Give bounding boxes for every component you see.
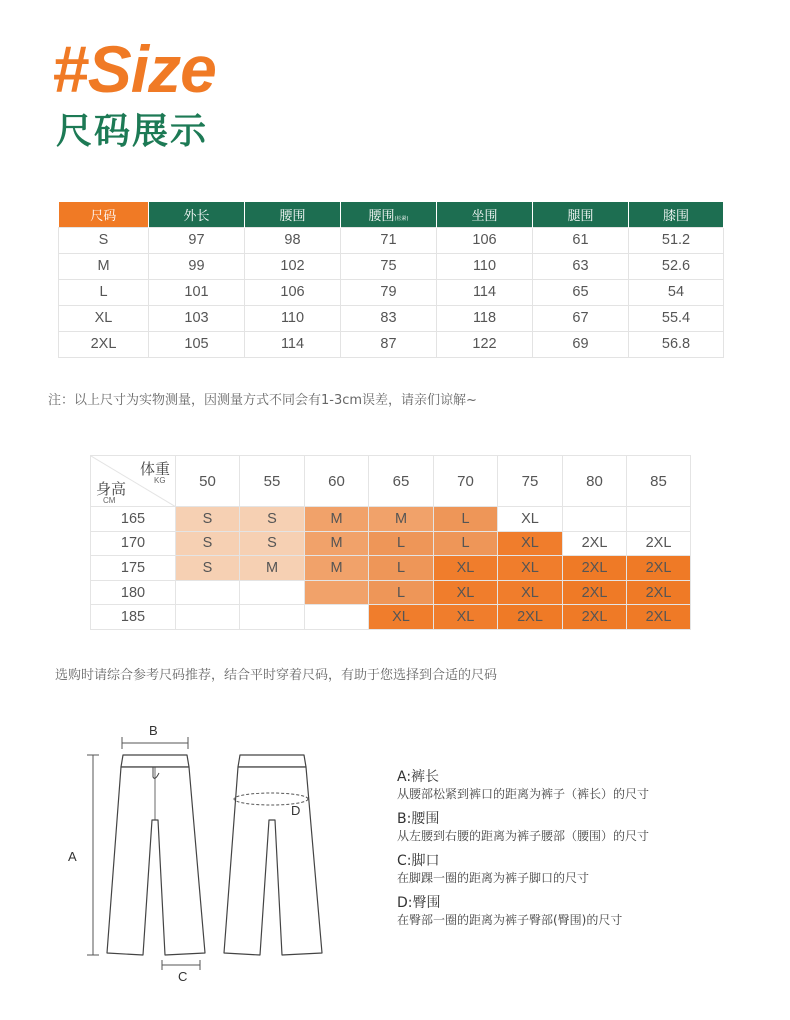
label-d: D — [291, 803, 301, 818]
recommend-cell — [176, 605, 240, 630]
weight-height-table — [90, 455, 691, 630]
hero-subtitle: 尺码展示 — [56, 111, 209, 152]
recommend-cell: L — [434, 531, 498, 556]
size-row — [59, 253, 724, 279]
recommend-cell: L — [369, 531, 434, 556]
size-value-cell: 87 — [341, 331, 437, 357]
label-b: B — [149, 723, 158, 738]
recommend-cell — [305, 605, 369, 630]
length-measure — [87, 755, 99, 955]
recommend-cell: M — [369, 507, 434, 532]
height-label-cell: 180 — [91, 580, 176, 605]
recommend-cell: 2XL — [627, 605, 691, 630]
recommend-cell: 2XL — [563, 556, 627, 581]
size-row — [59, 279, 724, 305]
weight-header-cell: 85 — [627, 456, 691, 507]
size-label-cell: XL — [59, 305, 149, 331]
weight-header-cell: 80 — [563, 456, 627, 507]
height-label-cell: 165 — [91, 507, 176, 532]
size-value-cell: 122 — [437, 331, 533, 357]
header-cell-size: 尺码 — [59, 202, 149, 227]
size-label-cell: 2XL — [59, 331, 149, 357]
recommend-cell: L — [434, 507, 498, 532]
size-value-cell: 54 — [629, 279, 724, 305]
recommend-cell: XL — [434, 580, 498, 605]
header-cell-waist: 腰围 — [245, 202, 341, 227]
weight-header-cell: 50 — [176, 456, 240, 507]
size-value-cell: 83 — [341, 305, 437, 331]
legend-title: C:脚口 — [397, 853, 440, 869]
weight-header-row — [91, 456, 691, 507]
size-value-cell: 110 — [437, 253, 533, 279]
recommend-cell: S — [240, 507, 305, 532]
size-value-cell: 79 — [341, 279, 437, 305]
size-value-cell: 103 — [149, 305, 245, 331]
recommend-cell: M — [305, 531, 369, 556]
height-label-cell: 175 — [91, 556, 176, 581]
measure-legend — [397, 768, 649, 936]
recommend-cell: 2XL — [563, 580, 627, 605]
size-value-cell: 55.4 — [629, 305, 724, 331]
weight-header-cell: 75 — [498, 456, 563, 507]
recommend-cell — [240, 605, 305, 630]
recommend-cell: 2XL — [563, 605, 627, 630]
weight-header-cell: 65 — [369, 456, 434, 507]
recommend-cell: XL — [498, 556, 563, 581]
recommend-cell: XL — [369, 605, 434, 630]
size-value-cell: 67 — [533, 305, 629, 331]
header-cell-length: 外长 — [149, 202, 245, 227]
size-value-cell: 114 — [437, 279, 533, 305]
size-value-cell: 56.8 — [629, 331, 724, 357]
legend-item-hip — [397, 894, 649, 928]
recommend-cell: S — [176, 531, 240, 556]
legend-title: D:臀围 — [397, 895, 441, 911]
selection-tip: 选购时请综合参考尺码推荐，结合平时穿着尺码，有助于您选择到合适的尺码 — [55, 668, 498, 683]
height-label-cell: 185 — [91, 605, 176, 630]
height-row — [91, 556, 691, 581]
legend-desc: 从左腰到右腰的距离为裤子腰部（腰围）的尺寸 — [397, 829, 650, 843]
height-row — [91, 580, 691, 605]
label-a: A — [68, 849, 77, 864]
recommend-cell — [240, 580, 305, 605]
size-value-cell: 106 — [245, 279, 341, 305]
size-value-cell: 105 — [149, 331, 245, 357]
recommend-cell: 2XL — [563, 531, 627, 556]
recommend-cell: S — [176, 507, 240, 532]
weight-label: 体重 — [140, 460, 171, 478]
legend-item-waist — [397, 810, 649, 844]
height-label: 身高 — [96, 480, 127, 498]
size-label-cell: L — [59, 279, 149, 305]
pants-diagram — [55, 715, 355, 990]
size-label-cell: S — [59, 227, 149, 253]
size-value-cell: 98 — [245, 227, 341, 253]
header-cell-knee: 膝围 — [629, 202, 724, 227]
height-row — [91, 605, 691, 630]
corner-cell — [91, 456, 176, 507]
size-value-cell: 118 — [437, 305, 533, 331]
height-unit: CM — [103, 496, 116, 505]
size-value-cell: 114 — [245, 331, 341, 357]
recommend-cell: XL — [498, 580, 563, 605]
recommend-cell: M — [305, 556, 369, 581]
size-value-cell: 61 — [533, 227, 629, 253]
legend-item-cuff — [397, 852, 649, 886]
size-value-cell: 52.6 — [629, 253, 724, 279]
legend-title: B:腰围 — [397, 811, 440, 827]
recommend-cell — [627, 507, 691, 532]
hero-title: #Size — [52, 32, 216, 106]
size-value-cell: 106 — [437, 227, 533, 253]
header-cell-waist-elastic — [341, 202, 437, 227]
size-value-cell: 101 — [149, 279, 245, 305]
weight-header-cell: 55 — [240, 456, 305, 507]
measurement-note: 注：以上尺寸为实物测量，因测量方式不同会有1-3cm误差，请亲们谅解~ — [48, 393, 477, 408]
recommend-cell: S — [240, 531, 305, 556]
weight-header-cell: 70 — [434, 456, 498, 507]
recommend-cell: XL — [434, 605, 498, 630]
header-waist-note: (松紧) — [394, 215, 409, 222]
size-value-cell: 71 — [341, 227, 437, 253]
recommend-cell — [305, 580, 369, 605]
legend-title: A:裤长 — [397, 769, 440, 785]
size-value-cell: 69 — [533, 331, 629, 357]
size-value-cell: 102 — [245, 253, 341, 279]
legend-desc: 在脚踝一圈的距离为裤子脚口的尺寸 — [397, 871, 590, 885]
recommend-cell: XL — [434, 556, 498, 581]
size-label-cell: M — [59, 253, 149, 279]
size-value-cell: 63 — [533, 253, 629, 279]
size-value-cell: 99 — [149, 253, 245, 279]
recommend-cell: 2XL — [627, 531, 691, 556]
size-value-cell: 75 — [341, 253, 437, 279]
recommend-cell: XL — [498, 507, 563, 532]
weight-unit: KG — [154, 476, 166, 485]
header-waist-label: 腰围 — [368, 208, 395, 224]
pants-back — [224, 755, 322, 955]
recommend-cell: S — [176, 556, 240, 581]
recommend-cell — [176, 580, 240, 605]
size-value-cell: 51.2 — [629, 227, 724, 253]
recommend-cell: XL — [498, 531, 563, 556]
recommend-cell: M — [240, 556, 305, 581]
size-value-cell: 110 — [245, 305, 341, 331]
height-row — [91, 531, 691, 556]
size-value-cell: 65 — [533, 279, 629, 305]
size-table — [58, 202, 724, 358]
recommend-cell: 2XL — [627, 556, 691, 581]
recommend-cell: M — [305, 507, 369, 532]
recommend-cell — [563, 507, 627, 532]
recommend-cell: 2XL — [627, 580, 691, 605]
recommend-cell: L — [369, 580, 434, 605]
size-row — [59, 227, 724, 253]
legend-item-length — [397, 768, 649, 802]
header-cell-thigh: 腿围 — [533, 202, 629, 227]
size-value-cell: 97 — [149, 227, 245, 253]
recommend-cell: L — [369, 556, 434, 581]
size-row — [59, 305, 724, 331]
waist-measure — [122, 737, 188, 749]
size-table-header — [59, 202, 724, 227]
weight-header-cell: 60 — [305, 456, 369, 507]
height-label-cell: 170 — [91, 531, 176, 556]
legend-desc: 从腰部松紧到裤口的距离为裤子（裤长）的尺寸 — [397, 787, 650, 801]
height-row — [91, 507, 691, 532]
legend-desc: 在臀部一圈的距离为裤子臀部(臀围)的尺寸 — [397, 913, 623, 927]
label-c: C — [178, 969, 188, 984]
header-cell-hip: 坐围 — [437, 202, 533, 227]
size-row — [59, 331, 724, 357]
pants-front — [107, 755, 205, 955]
recommend-cell: 2XL — [498, 605, 563, 630]
